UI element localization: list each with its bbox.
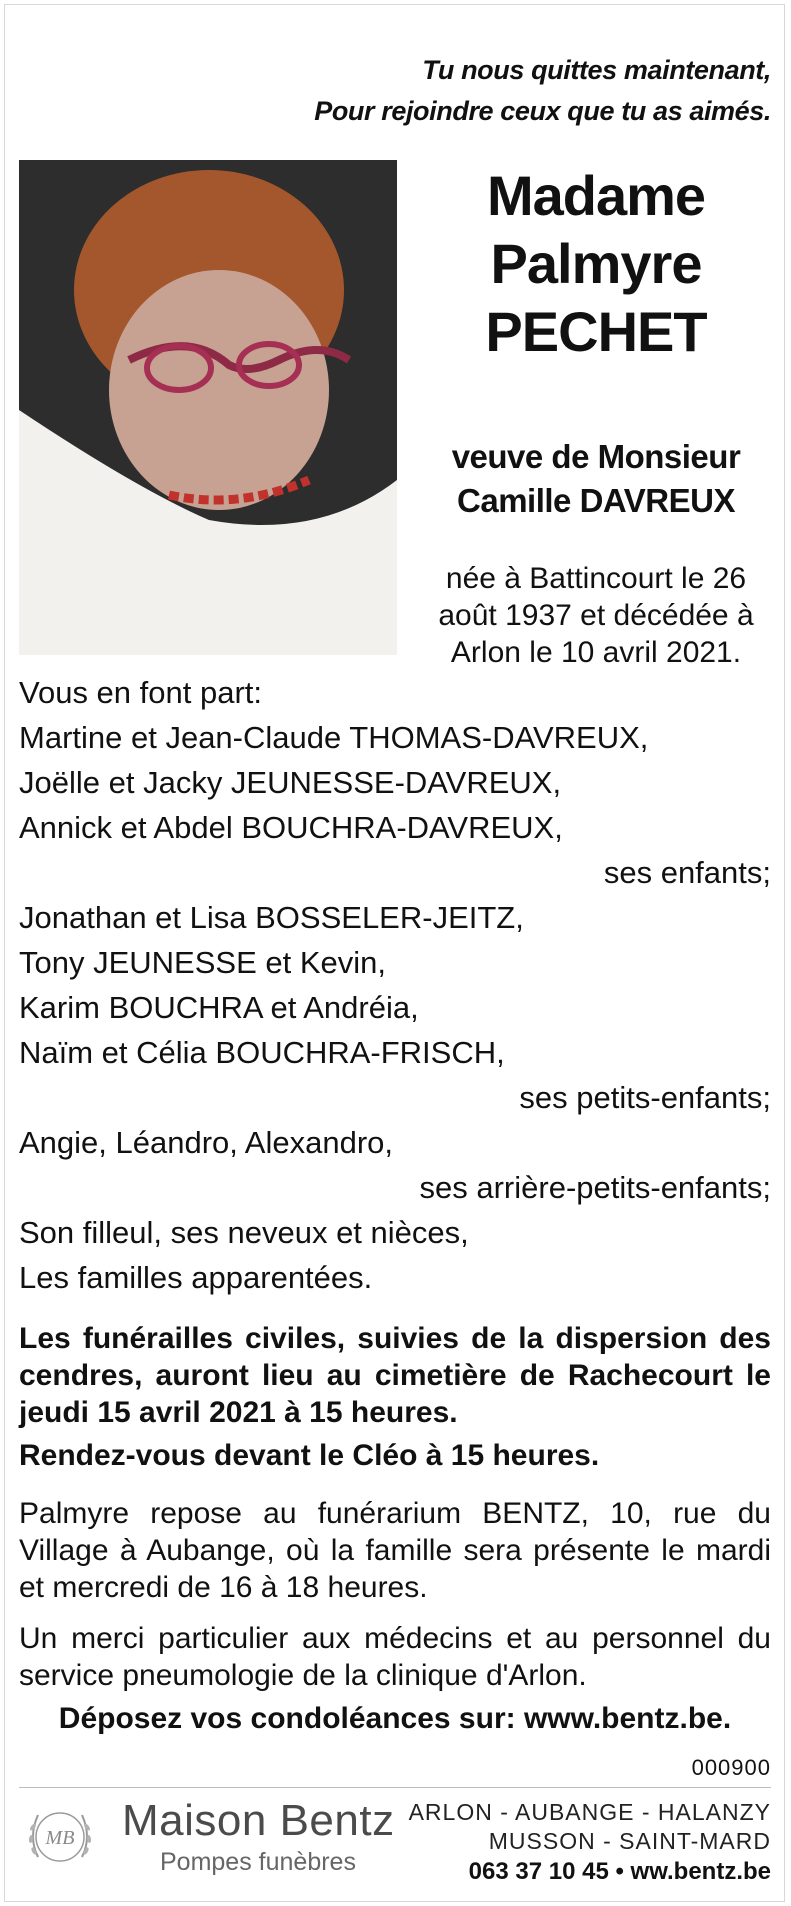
widow-line-2: Camille DAVREUX bbox=[457, 482, 735, 519]
widow-line-1: veuve de Monsieur bbox=[451, 438, 741, 475]
grandchild-entry: Tony JEUNESSE et Kevin, bbox=[19, 945, 386, 980]
family-list bbox=[19, 670, 771, 1300]
widow-of bbox=[426, 435, 766, 523]
family-intro: Vous en font part: bbox=[19, 675, 263, 710]
child-entry: Joëlle et Jacky JEUNESSE-DAVREUX, bbox=[19, 765, 562, 800]
epigraph-line-1: Tu nous quittes maintenant, bbox=[422, 55, 771, 85]
footer-divider bbox=[19, 1787, 771, 1788]
funeral-home-contact[interactable]: 063 37 10 45 • ww.bentz.be bbox=[468, 1858, 771, 1885]
epigraph bbox=[314, 50, 771, 131]
emblem-monogram: MB bbox=[45, 1827, 75, 1849]
deceased-last-name: PECHET bbox=[485, 300, 707, 363]
grandchild-entry: Jonathan et Lisa BOSSELER-JEITZ, bbox=[19, 900, 524, 935]
condolences-link[interactable]: Déposez vos condoléances sur: www.bentz.be. bbox=[58, 1702, 732, 1735]
child-entry: Martine et Jean-Claude THOMAS-DAVREUX, bbox=[19, 720, 649, 755]
grandchild-entry: Karim BOUCHRA et Andréia, bbox=[19, 990, 419, 1025]
towns-line-1: ARLON - AUBANGE - HALANZY bbox=[408, 1799, 771, 1825]
grandchildren-label: ses petits-enfants; bbox=[519, 1080, 771, 1115]
deceased-title: Madame bbox=[486, 164, 706, 227]
children-label: ses enfants; bbox=[603, 855, 771, 890]
child-entry: Annick et Abdel BOUCHRA-DAVREUX, bbox=[19, 810, 563, 845]
deceased-name bbox=[426, 162, 766, 366]
other-family-1: Son filleul, ses neveux et nièces, bbox=[19, 1215, 469, 1250]
birth-death-info bbox=[426, 560, 766, 671]
thanks-note: Un merci particulier aux médecins et au personnel du service pneumologie de la clinique d'Arlon. bbox=[19, 1622, 771, 1692]
visitation-info: Palmyre repose au funérarium BENTZ, 10, rue du Village à Aubange, où la famille sera présente le mardi et mercredi de 16 à 18 heures. bbox=[19, 1497, 771, 1604]
notice-reference: 000900 bbox=[691, 1755, 771, 1780]
other-family-2: Les familles apparentées. bbox=[19, 1260, 373, 1295]
funeral-home-brand: Maison Bentz bbox=[122, 1796, 395, 1845]
great-grandchildren-entry: Angie, Léandro, Alexandro, bbox=[19, 1125, 393, 1160]
born-line-1: née à Battincourt le 26 bbox=[445, 562, 747, 595]
funeral-meeting: Rendez-vous devant le Cléo à 15 heures. bbox=[19, 1439, 600, 1472]
portrait-photo bbox=[19, 160, 397, 655]
deceased-first-name: Palmyre bbox=[490, 232, 702, 295]
great-grandchildren-label: ses arrière-petits-enfants; bbox=[419, 1170, 771, 1205]
portrait-illustration bbox=[19, 160, 397, 655]
epigraph-line-2: Pour rejoindre ceux que tu as aimés. bbox=[314, 95, 771, 126]
born-line-2: août 1937 et décédée à bbox=[438, 599, 754, 632]
funeral-home-towns bbox=[409, 1798, 771, 1856]
laurel-emblem-icon bbox=[20, 1797, 100, 1877]
funeral-home-subtitle: Pompes funèbres bbox=[160, 1848, 356, 1876]
towns-line-2: MUSSON - SAINT-MARD bbox=[488, 1828, 771, 1854]
born-line-3: Arlon le 10 avril 2021. bbox=[450, 636, 742, 669]
funeral-ceremony: Les funérailles civiles, suivies de la dispersion des cendres, auront lieu au cimetière de Rachecourt le jeudi 15 avril 2021 à 15 heures. bbox=[19, 1322, 771, 1429]
grandchild-entry: Naïm et Célia BOUCHRA-FRISCH, bbox=[19, 1035, 505, 1070]
